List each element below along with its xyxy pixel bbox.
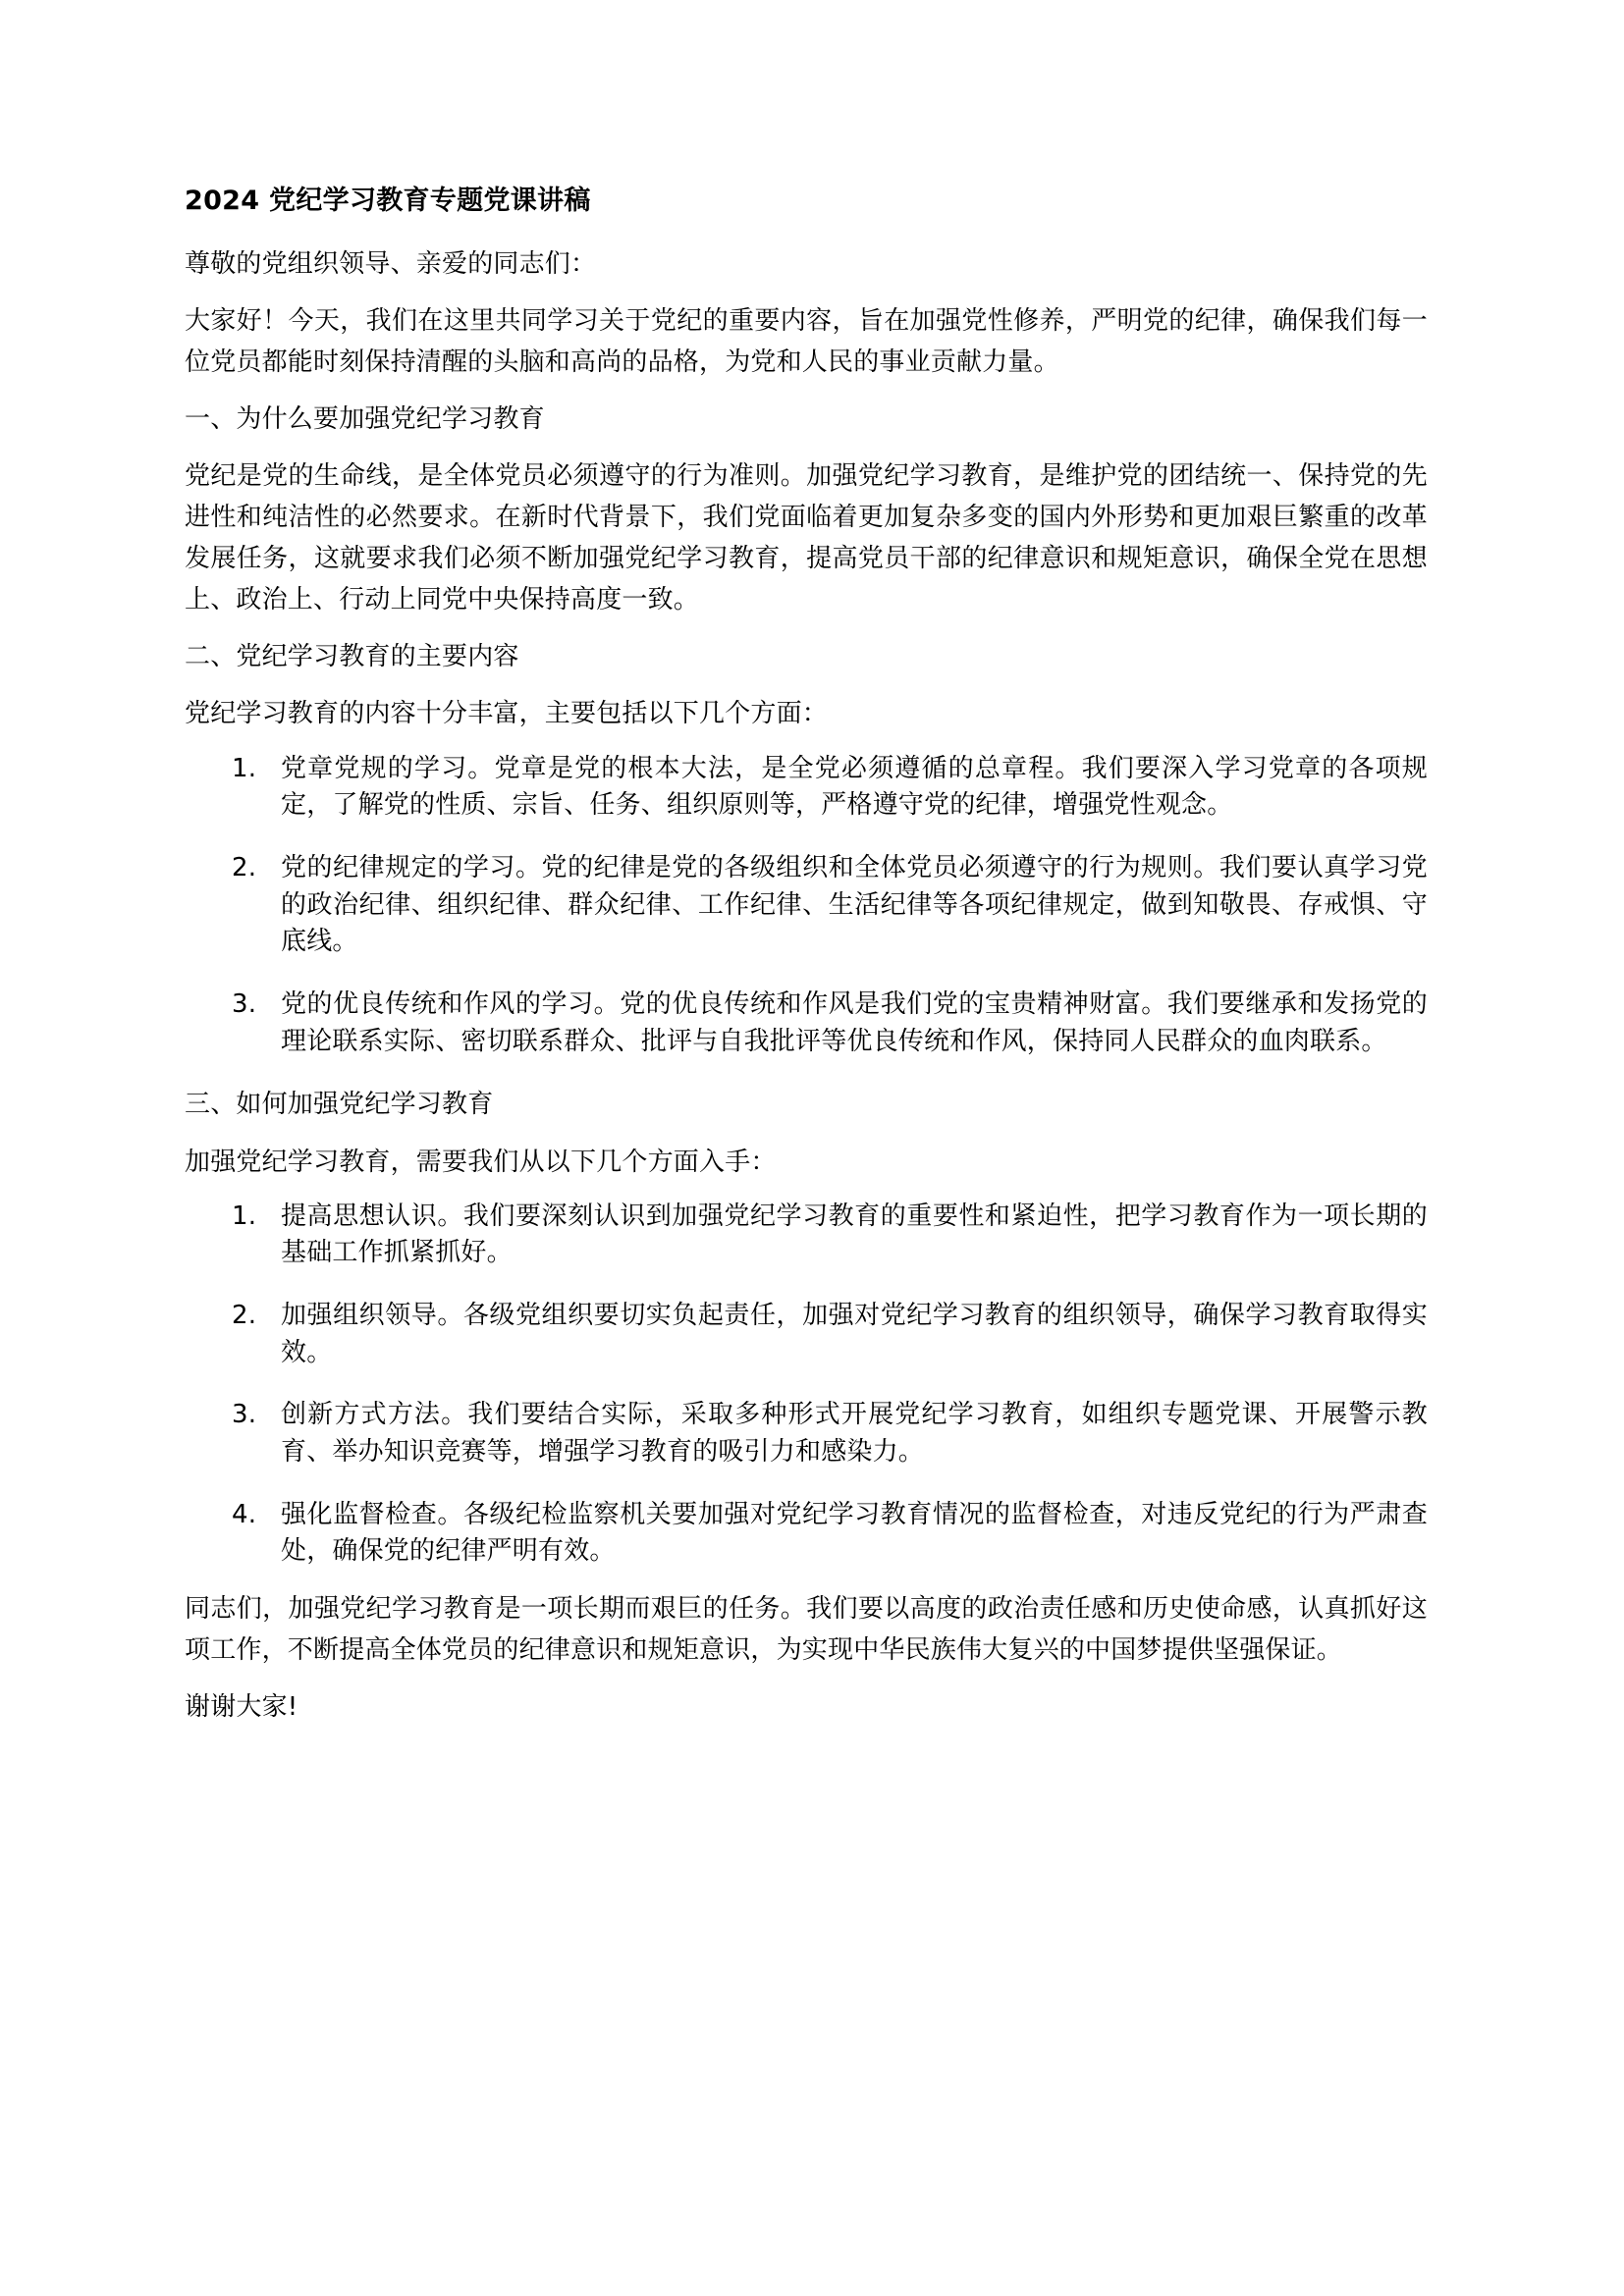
list-item: 加强组织领导。各级党组织要切实负起责任，加强对党纪学习教育的组织领导，确保学习教育取得实效。 (281, 1301, 1428, 1367)
list-item: 提高思想认识。我们要深刻认识到加强党纪学习教育的重要性和紧迫性，把学习教育作为一项长期的基础工作抓紧抓好。 (281, 1201, 1428, 1268)
list-item: 创新方式方法。我们要结合实际，采取多种形式开展党纪学习教育，如组织专题党课、开展警示教育、举办知识竞赛等，增强学习教育的吸引力和感染力。 (281, 1400, 1428, 1468)
page-title: 2024 党纪学习教育专题党课讲稿 (185, 186, 591, 216)
paragraph-section1-body: 党纪是党的生命线，是全体党员必须遵守的行为准则。加强党纪学习教育，是维护党的团结统一、保持党的先进性和纯洁性的必然要求。在新时代背景下，我们党面临着更加复杂多变的国内外形势和更加艰巨繁重的改革发展任务，这就要求我们必须不断加强党纪学习教育，提高党员干部的纪律意识和规矩意识，确保全党在思想上、政治上、行动上同党中央保持高度一致。 (185, 460, 1428, 615)
paragraph-section2-lead: 党纪学习教育的内容十分丰富，主要包括以下几个方面： (185, 699, 829, 729)
paragraph-intro: 大家好！今天，我们在这里共同学习关于党纪的重要内容，旨在加强党性修养，严明党的纪律，确保我们每一位党员都能时刻保持清醒的头脑和高尚的品格，为党和人民的事业贡献力量。 (185, 305, 1428, 377)
section-heading-1: 一、为什么要加强党纪学习教育 (185, 403, 545, 434)
section-heading-3: 三、如何加强党纪学习教育 (185, 1090, 494, 1120)
list-item: 党的优良传统和作风的学习。党的优良传统和作风是我们党的宝贵精神财富。我们要继承和发扬党的理论联系实际、密切联系群众、批评与自我批评等优良传统和作风，保持同人民群众的血肉联系。 (281, 989, 1428, 1056)
section-heading-2: 二、党纪学习教育的主要内容 (185, 642, 519, 672)
numbered-list-section2 (185, 751, 1428, 1061)
list-item: 党章党规的学习。党章是党的根本大法，是全党必须遵循的总章程。我们要深入学习党章的各项规定，了解党的性质、宗旨、任务、组织原则等，严格遵守党的纪律，增强党性观念。 (281, 753, 1428, 821)
numbered-list-section3 (185, 1199, 1428, 1572)
paragraph-closing: 谢谢大家! (185, 1692, 298, 1723)
list-item: 强化监督检查。各级纪检监察机关要加强对党纪学习教育情况的监督检查，对违反党纪的行为严肃查处，确保党的纪律严明有效。 (281, 1499, 1428, 1567)
paragraph-salutation: 尊敬的党组织领导、亲爱的同志们： (185, 248, 597, 279)
paragraph-conclusion: 同志们，加强党纪学习教育是一项长期而艰巨的任务。我们要以高度的政治责任感和历史使命感，认真抓好这项工作，不断提高全体党员的纪律意识和规矩意识，为实现中华民族伟大复兴的中国梦提供坚强保证。 (185, 1594, 1428, 1666)
list-item: 党的纪律规定的学习。党的纪律是党的各级组织和全体党员必须遵守的行为规则。我们要认真学习党的政治纪律、组织纪律、群众纪律、工作纪律、生活纪律等各项纪律规定，做到知敬畏、存戒惧、守底线。 (281, 852, 1428, 957)
paragraph-section3-lead: 加强党纪学习教育，需要我们从以下几个方面入手： (185, 1147, 777, 1177)
